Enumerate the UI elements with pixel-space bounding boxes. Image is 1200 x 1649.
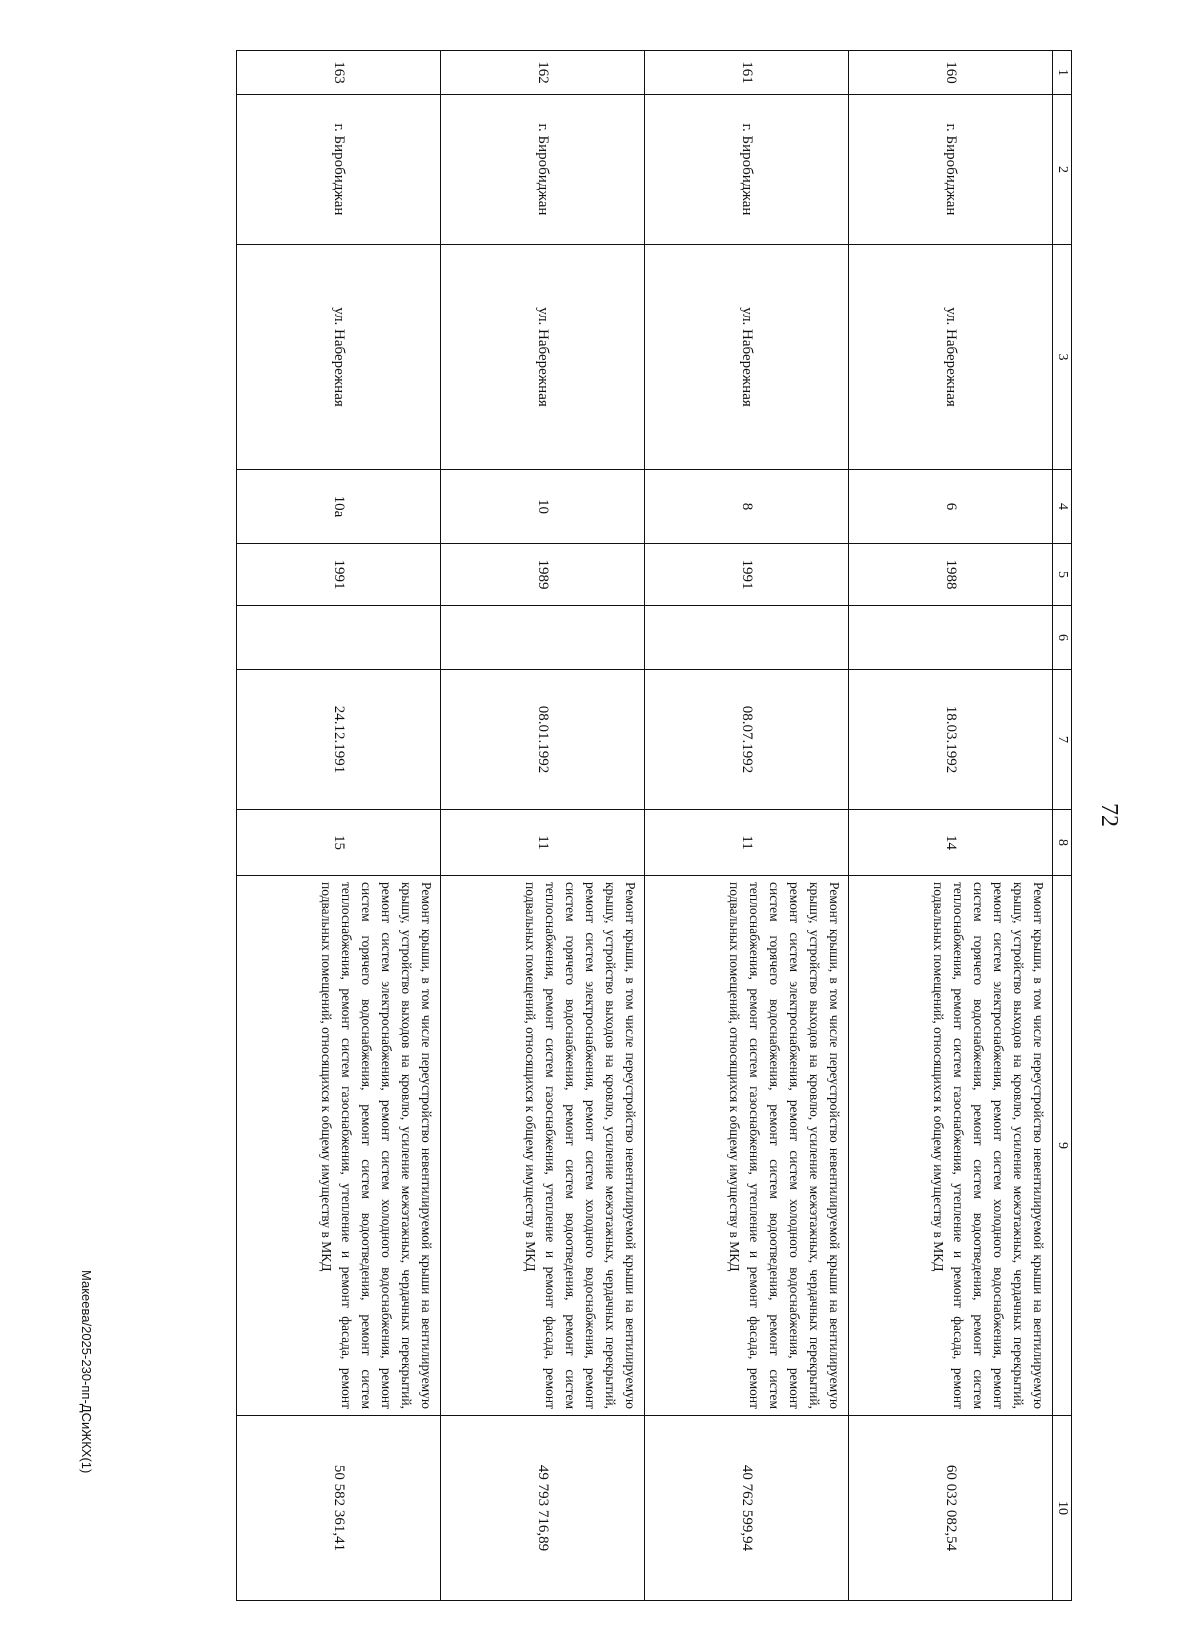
- city-cell: г. Биробиджан: [849, 95, 1053, 245]
- column-6-cell: [237, 606, 441, 670]
- col-header-7: 7: [1053, 670, 1072, 810]
- col-header-9: 9: [1053, 876, 1072, 1416]
- col-header-4: 4: [1053, 470, 1072, 544]
- build-year-cell: 1988: [849, 544, 1053, 606]
- date-cell: 08.01.1992: [441, 670, 645, 810]
- register-table: [236, 50, 1072, 1601]
- street-cell: ул. Набережная: [849, 245, 1053, 470]
- work-description-cell: Ремонт крыши, в том числе переустройство невентилируемой крыши на вентилируемую крышу, устройство выходов на кровлю, усиление межэтажных, чердачных перекрытий, ремонт систем электроснабжения, ремонт систем холодного водоснабжения, ремонт систем горячего водоснабжения, ремонт систем водоотведения, ремонт систем теплоснабжения, ремонт систем газоснабжения, утепление и ремонт фасада, ремонт подвальных помещений, относящихся к общему имуществу в МКД: [237, 876, 441, 1416]
- col-header-2: 2: [1053, 95, 1072, 245]
- row-number: 161: [645, 51, 849, 95]
- col-header-5: 5: [1053, 544, 1072, 606]
- column-6-cell: [441, 606, 645, 670]
- date-cell: 08.07.1992: [645, 670, 849, 810]
- table-row: [849, 51, 1053, 1601]
- col-header-8: 8: [1053, 810, 1072, 876]
- column-8-cell: 15: [237, 810, 441, 876]
- work-description-cell: Ремонт крыши, в том числе переустройство невентилируемой крыши на вентилируемую крышу, устройство выходов на кровлю, усиление межэтажных, чердачных перекрытий, ремонт систем электроснабжения, ремонт систем холодного водоснабжения, ремонт систем горячего водоснабжения, ремонт систем водоотведения, ремонт систем теплоснабжения, ремонт систем газоснабжения, утепление и ремонт фасада, ремонт подвальных помещений, относящихся к общему имуществу в МКД: [645, 876, 849, 1416]
- house-number-cell: 8: [645, 470, 849, 544]
- street-cell: ул. Набережная: [645, 245, 849, 470]
- date-cell: 24.12.1991: [237, 670, 441, 810]
- house-number-cell: 10: [441, 470, 645, 544]
- cost-cell: 50 582 361,41: [237, 1416, 441, 1601]
- page-number: 72: [1096, 803, 1122, 827]
- house-number-cell: 6: [849, 470, 1053, 544]
- header-row: [1053, 51, 1072, 1601]
- rotated-page: [42, 30, 1130, 1600]
- date-cell: 18.03.1992: [849, 670, 1053, 810]
- street-cell: ул. Набережная: [441, 245, 645, 470]
- cost-cell: 49 793 716,89: [441, 1416, 645, 1601]
- city-cell: г. Биробиджан: [441, 95, 645, 245]
- house-number-cell: 10а: [237, 470, 441, 544]
- build-year-cell: 1991: [237, 544, 441, 606]
- document-code-footer: Макеева/2025-230-пп-ДСиЖКХ(1): [79, 1270, 94, 1474]
- table-row: [237, 51, 441, 1601]
- column-8-cell: 11: [441, 810, 645, 876]
- cost-cell: 60 032 082,54: [849, 1416, 1053, 1601]
- city-cell: г. Биробиджан: [237, 95, 441, 245]
- cost-cell: 40 762 599,94: [645, 1416, 849, 1601]
- col-header-10: 10: [1053, 1416, 1072, 1601]
- column-6-cell: [849, 606, 1053, 670]
- col-header-6: 6: [1053, 606, 1072, 670]
- col-header-1: 1: [1053, 51, 1072, 95]
- street-cell: ул. Набережная: [237, 245, 441, 470]
- col-header-3: 3: [1053, 245, 1072, 470]
- column-6-cell: [645, 606, 849, 670]
- table-row: [441, 51, 645, 1601]
- row-number: 160: [849, 51, 1053, 95]
- work-description-cell: Ремонт крыши, в том числе переустройство невентилируемой крыши на вентилируемую крышу, устройство выходов на кровлю, усиление межэтажных, чердачных перекрытий, ремонт систем электроснабжения, ремонт систем холодного водоснабжения, ремонт систем горячего водоснабжения, ремонт систем водоотведения, ремонт систем теплоснабжения, ремонт систем газоснабжения, утепление и ремонт фасада, ремонт подвальных помещений, относящихся к общему имуществу в МКД: [441, 876, 645, 1416]
- row-number: 162: [441, 51, 645, 95]
- city-cell: г. Биробиджан: [645, 95, 849, 245]
- column-8-cell: 11: [645, 810, 849, 876]
- build-year-cell: 1989: [441, 544, 645, 606]
- column-8-cell: 14: [849, 810, 1053, 876]
- build-year-cell: 1991: [645, 544, 849, 606]
- work-description-cell: Ремонт крыши, в том числе переустройство невентилируемой крыши на вентилируемую крышу, устройство выходов на кровлю, усиление межэтажных, чердачных перекрытий, ремонт систем электроснабжения, ремонт систем холодного водоснабжения, ремонт систем горячего водоснабжения, ремонт систем водоотведения, ремонт систем теплоснабжения, ремонт систем газоснабжения, утепление и ремонт фасада, ремонт подвальных помещений, относящихся к общему имуществу в МКД: [849, 876, 1053, 1416]
- row-number: 163: [237, 51, 441, 95]
- table-row: [645, 51, 849, 1601]
